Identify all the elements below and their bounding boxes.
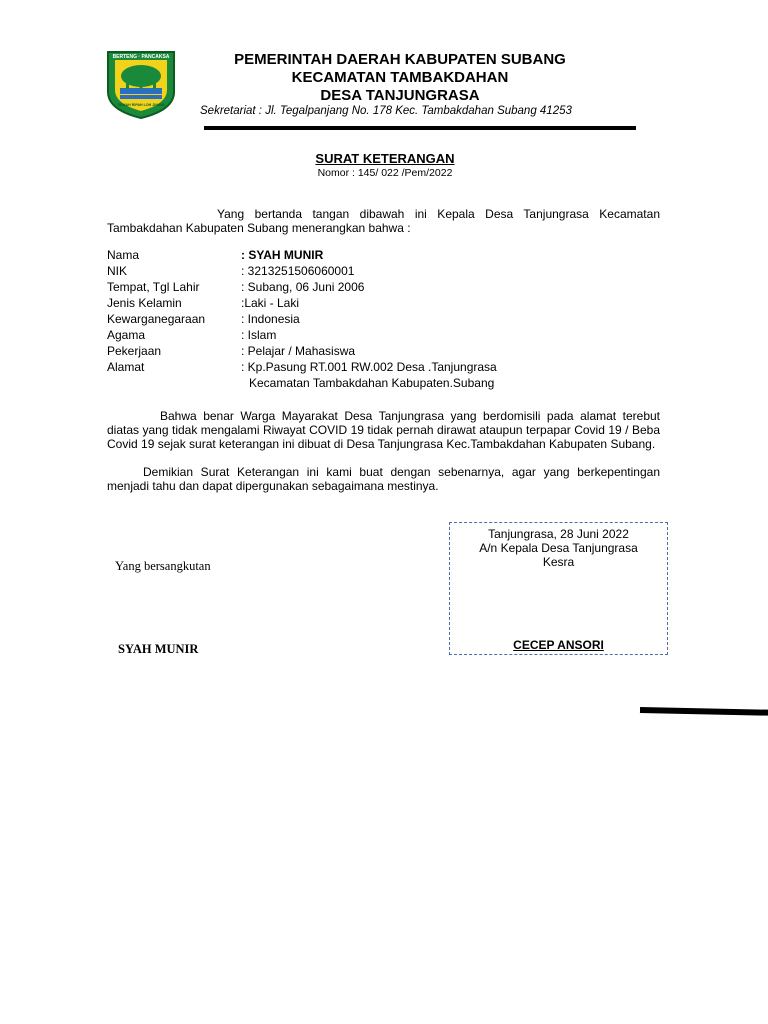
field-value-nik: : 3213251506060001: [241, 264, 355, 278]
subang-regency-logo: [104, 44, 178, 120]
signatory-left-label: Yang bersangkutan: [115, 559, 211, 573]
header-village: DESA TANJUNGRASA: [320, 87, 480, 104]
signature-place-date: Tanjungrasa, 28 Juni 2022: [488, 527, 629, 541]
closing-paragraph: Demikian Surat Keterangan ini kami buat dengan sebenarnya, agar yang berkepentingan menjadi tahu dan dapat dipergunakan sebagaimana mestinya.: [107, 465, 660, 493]
document-title: SURAT KETERANGAN: [315, 151, 455, 166]
field-label-address: Alamat: [107, 360, 145, 374]
signatory-left-name: SYAH MUNIR: [118, 642, 199, 656]
field-label-occupation: Pekerjaan: [107, 344, 162, 358]
document-number: Nomor : 145/ 022 /Pem/2022: [317, 167, 453, 179]
signature-sub-role: Kesra: [542, 555, 575, 569]
header-government: PEMERINTAH DAERAH KABUPATEN SUBANG: [234, 51, 566, 68]
field-label-citizenship: Kewarganegaraan: [107, 312, 206, 326]
field-label-birth: Tempat, Tgl Lahir: [107, 280, 200, 294]
field-value-address: : Kp.Pasung RT.001 RW.002 Desa .Tanjungrasa: [241, 360, 497, 374]
header-address: Sekretariat : Jl. Tegalpanjang No. 178 Kec. Tambakdahan Subang 41253: [200, 105, 572, 117]
field-value-address-cont: Kecamatan Tambakdahan Kabupaten.Subang: [249, 376, 495, 390]
body-paragraph: Bahwa benar Warga Mayarakat Desa Tanjungrasa yang berdomisili pada alamat terebut diatas yang tidak mengalami Riwayat COVID 19 tidak pernah dirawat ataupun terpapar Covid 19 / Beba Covid 19 sejak surat keterangan ini dibuat di Desa Tanjungrasa Kec.Tambakdahan Kabupaten Subang.: [107, 409, 660, 451]
field-label-religion: Agama: [107, 328, 146, 342]
header-divider: [204, 126, 636, 130]
signature-role: A/n Kepala Desa Tanjungrasa: [479, 541, 638, 555]
field-value-gender: :Laki - Laki: [241, 296, 300, 310]
svg-text:GEMAH RIPAH LOH JINAWI: GEMAH RIPAH LOH JINAWI: [117, 103, 165, 107]
field-label-nik: NIK: [107, 264, 128, 278]
edge-mark: [640, 707, 768, 716]
field-value-occupation: : Pelajar / Mahasiswa: [241, 344, 356, 358]
intro-paragraph: Yang bertanda tangan dibawah ini Kepala Desa Tanjungrasa Kecamatan Tambakdahan Kabupaten Subang menerangkan bahwa :: [107, 207, 660, 235]
field-value-citizenship: : Indonesia: [241, 312, 300, 326]
field-label-gender: Jenis Kelamin: [107, 296, 182, 310]
field-value-religion: : Islam: [241, 328, 277, 342]
header-district: KECAMATAN TAMBAKDAHAN: [291, 69, 509, 86]
field-value-birth: : Subang, 06 Juni 2006: [241, 280, 365, 294]
signatory-right-name: CECEP ANSORI: [513, 638, 604, 652]
svg-text:BERTENG · PANCAKSA: BERTENG · PANCAKSA: [112, 54, 170, 60]
field-label-nama: Nama: [107, 248, 140, 262]
field-value-nama: : SYAH MUNIR: [241, 248, 324, 262]
